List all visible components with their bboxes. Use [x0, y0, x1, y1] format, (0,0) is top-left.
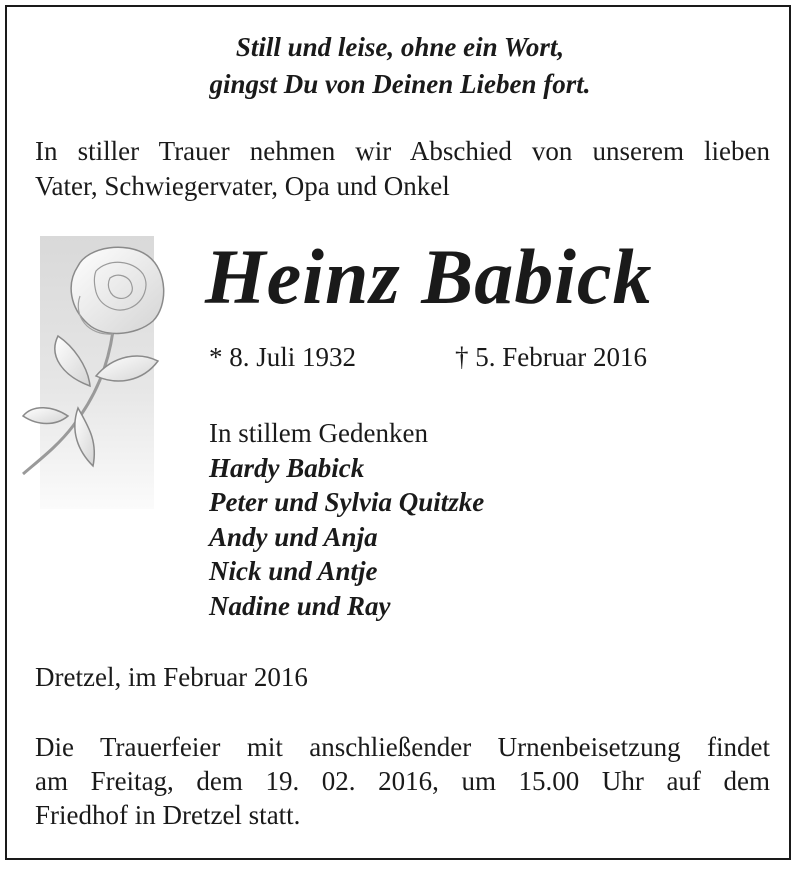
poem-line-1: Still und leise, ohne ein Wort, [235, 32, 565, 62]
poem-line-2: gingst Du von Deinen Lieben fort. [209, 69, 591, 99]
service-notice-line-3: Friedhof in Dretzel statt. [35, 800, 301, 830]
intro-line-1: In stiller Trauer nehmen wir Abschied von unserem lieben [35, 136, 770, 166]
mourner-name: Peter und Sylvia Quitzke [209, 487, 485, 517]
service-notice-line-1: Die Trauerfeier mit anschließender Urnenbeisetzung findet [35, 732, 770, 762]
rose-illustration-icon [18, 236, 178, 486]
mourner-name: Hardy Babick [209, 452, 365, 483]
intro-line-2: Vater, Schwiegervater, Opa und Onkel [35, 171, 450, 201]
place-and-date: Dretzel, im Februar 2016 [35, 662, 308, 692]
death-date: † 5. Februar 2016 [455, 342, 647, 372]
birth-date: * 8. Juli 1932 [209, 342, 357, 372]
deceased-name: Heinz Babick [205, 233, 653, 320]
mourner-name: Nick und Antje [209, 556, 378, 586]
service-notice-line-2: am Freitag, dem 19. 02. 2016, um 15.00 Uhr auf dem [35, 766, 770, 796]
mourner-name: Andy und Anja [209, 521, 378, 552]
mourner-name: Nadine und Ray [209, 590, 391, 621]
mourners-heading: In stillem Gedenken [209, 418, 428, 448]
service-notice [35, 730, 770, 832]
mourners-list [209, 416, 484, 623]
